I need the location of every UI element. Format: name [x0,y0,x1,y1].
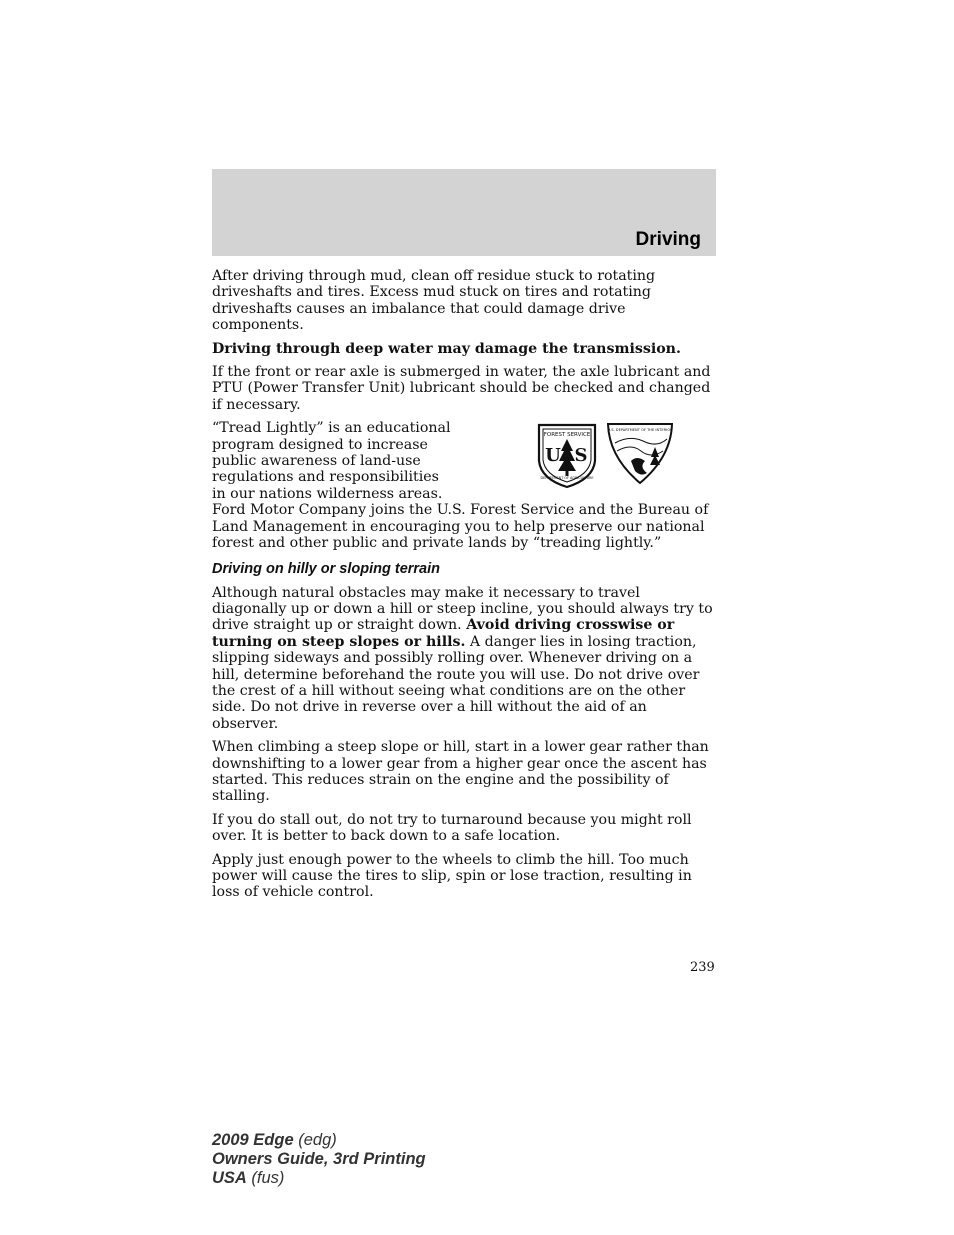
footer-market-code: (fus) [246,1169,285,1187]
diagonal-text-a: Although natural obstacles may make it necessary to travel diagonally up or down a hill or steep incline, you should always try to drive straight up or straight down. [212,584,713,634]
power-paragraph: Apply just enough power to the wheels to climb the hill. Too much power will cause the tires to slip, spin or lose traction, resulting in loss of vehicle control. [212,851,692,901]
blm-top-text: U.S. DEPARTMENT OF THE INTERIOR [607,428,673,433]
page-number: 239 [690,960,715,975]
main-content [212,268,717,908]
footer-model-code: (edg) [293,1131,337,1149]
document-footer [212,1131,426,1188]
footer-line-1 [212,1131,426,1150]
stall-paragraph: If you do stall out, do not try to turnaround because you might roll over. It is better to back down to a safe location. [212,811,692,845]
forest-service-shield-icon [535,421,599,489]
forest-service-letter-u: U [545,445,561,467]
footer-line-3 [212,1169,426,1188]
bureau-of-land-management-icon [605,421,675,485]
diagonal-text-b: A danger lies in losing traction, slipping sideways and possibly rolling over. Whenever driving on a hill, determine beforehand the route you will use. Do not drive over the crest of a hill without seeing what conditions are on the other side. Do not drive in reverse over a hill without the aid of an observer. [212,633,700,732]
mud-paragraph: After driving through mud, clean off residue stuck to rotating driveshafts and tires. Excess mud stuck on tires and rotating driveshafts causes an imbalance that could damage drive components. [212,268,656,334]
diagonal-paragraph [212,585,717,733]
section-header-band [212,169,716,256]
deep-water-warning: Driving through deep water may damage the transmission. [212,340,681,357]
hilly-terrain-heading: Driving on hilly or sloping terrain [212,560,440,577]
forest-service-letter-s: S [574,445,588,467]
forest-service-bottom-text: DEPARTMENT OF AGRICULTURE [540,476,594,481]
tread-lightly-paragraph: “Tread Lightly” is an educational program designed to increase public awareness of land-use regulations and responsibilities in our nations wilderness areas. Ford Motor Company joins the U.S. Forest Service and the Bureau of Land Management in encouraging you to help preserve our national forest and other public and private lands by “treading lightly.” [212,420,709,552]
footer-model: 2009 Edge [212,1131,294,1149]
climbing-paragraph: When climbing a steep slope or hill, start in a lower gear rather than downshifting to a lower gear from a higher gear once the ascent has started. This reduces strain on the engine and the possibility of stalling. [212,739,709,805]
footer-market: USA [212,1169,247,1187]
footer-line-2: Owners Guide, 3rd Printing [212,1150,426,1168]
section-title: Driving [635,229,701,250]
agency-logos [467,421,717,499]
axle-paragraph: If the front or rear axle is submerged in water, the axle lubricant and PTU (Power Transfer Unit) lubricant should be checked and changed if necessary. [212,364,711,413]
forest-service-top-text: FOREST SERVICE [543,432,591,439]
crosswise-warning: Avoid driving crosswise or turning on steep slopes or hills. [212,617,675,650]
